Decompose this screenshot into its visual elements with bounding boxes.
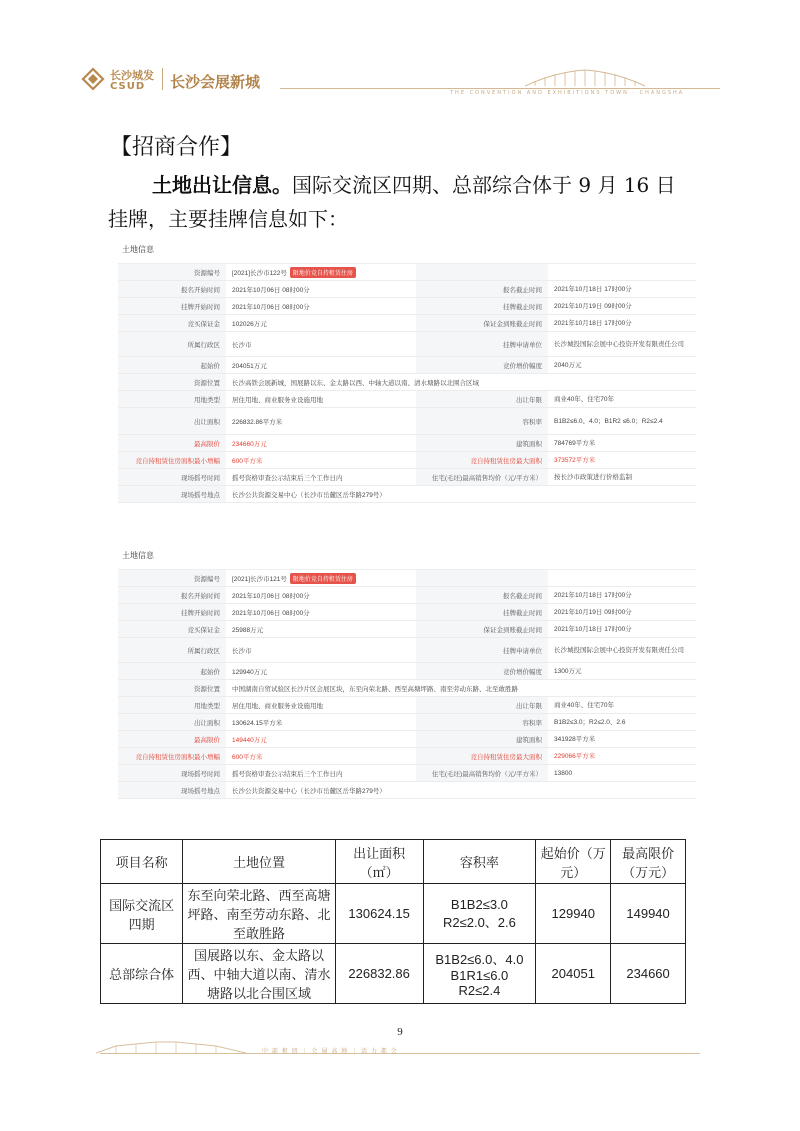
field-label: 现场摇号地点 <box>118 782 226 798</box>
far-cell: B1B2≤3.0 R2≤2.0、2.6 <box>423 884 536 944</box>
field-label <box>416 570 548 586</box>
field-value: 长沙高铁会展新城，国展路以东、金太路以西、中轴大道以南、清水塘路以北围合区域 <box>232 379 479 387</box>
field-label: 竞自持租赁住房面积最小增幅 <box>118 748 226 764</box>
field-value <box>226 573 416 584</box>
area-cell: 130624.15 <box>335 884 423 944</box>
field-value <box>226 439 416 448</box>
land-info-row <box>118 452 696 469</box>
field-value-text: 居住用地、商业服务业设施用地 <box>232 396 323 404</box>
exhibition-hall-illustration-icon <box>525 64 645 88</box>
logo-chinese-text: 长沙城发 <box>110 69 154 82</box>
field-value <box>226 285 416 294</box>
land-info-panel-121 <box>118 549 696 799</box>
field-value: 2040万元 <box>554 361 582 369</box>
field-label: 资源位置 <box>118 374 226 390</box>
field-value-text: 摇号资格审查公示结束后三个工作日内 <box>232 770 343 778</box>
field-value: 中国湖南自贸试验区长沙片区会展区块，东至向荣北路、西至高塘坪路、南至劳动东路、北至敢胜路 <box>232 685 518 693</box>
land-info-row <box>118 748 696 765</box>
header-cell: 项目名称 <box>101 840 183 884</box>
field-label: 竞自持租赁住房最大面积 <box>416 748 548 764</box>
logo-english-text: CSUD <box>110 81 146 92</box>
land-info-row <box>118 731 696 748</box>
field-value <box>226 473 416 482</box>
table-row <box>101 944 686 1004</box>
field-value <box>226 395 416 404</box>
land-info-row <box>118 714 696 731</box>
land-info-row <box>118 621 696 638</box>
panel-title: 土地信息 <box>122 551 154 560</box>
field-value: B1B2≤6.0、4.0；B1R2 ≤6.0；R2≤2.4 <box>554 417 663 425</box>
field-label: 挂牌截止时间 <box>416 298 548 314</box>
land-info-row <box>118 638 696 663</box>
field-value: 341928平方米 <box>554 735 596 743</box>
far-cell: B1B2≤6.0、4.0 B1R1≤6.0 R2≤2.4 <box>423 944 536 1004</box>
land-info-row <box>118 570 696 587</box>
field-label: 挂牌开始时间 <box>118 604 226 620</box>
land-info-row <box>118 680 696 697</box>
field-label: 所属行政区 <box>118 332 226 356</box>
field-value: 长沙公共资源交易中心（长沙市岳麓区岳华路279号） <box>232 787 386 795</box>
field-value-text: 102026万元 <box>232 320 267 328</box>
field-label: 竞自持租赁住房最大面积 <box>416 452 548 468</box>
field-label: 竞买保证金 <box>118 621 226 637</box>
field-value: 商业40年、住宅70年 <box>554 395 614 403</box>
header-cell: 出让面积（㎡） <box>335 840 423 884</box>
field-value-text: [2021]长沙市121号 <box>232 575 287 583</box>
field-label: 挂牌开始时间 <box>118 298 226 314</box>
field-value-text: 居住用地、商业服务业设施用地 <box>232 702 323 710</box>
start-price-cell: 204051 <box>536 944 611 1004</box>
footer-slogan: 中 部 枢 纽 ｜ 会 展 高 地 ｜ 活 力 都 会 <box>262 1048 398 1055</box>
land-info-row <box>118 469 696 486</box>
field-label: 报名截止时间 <box>416 281 548 297</box>
header-cell: 土地位置 <box>183 840 336 884</box>
field-value <box>226 456 416 465</box>
field-value-text: 2021年10月06日 08时00分 <box>232 592 310 600</box>
field-label: 住宅(毛坯)最高销售均价（元/平方米） <box>416 469 548 485</box>
field-label <box>416 264 548 280</box>
land-info-row <box>118 765 696 782</box>
field-value <box>226 625 416 634</box>
field-value: 2021年10月18日 17时00分 <box>554 285 632 293</box>
field-value: 373572平方米 <box>554 456 596 464</box>
page-header <box>80 64 720 100</box>
field-label: 起始价 <box>118 663 226 679</box>
field-label: 报名截止时间 <box>416 587 548 603</box>
land-info-row <box>118 374 696 391</box>
land-info-rows <box>118 569 696 799</box>
project-name-cell: 总部综合体 <box>101 944 183 1004</box>
field-value-text: 2021年10月06日 08时00分 <box>232 286 310 294</box>
field-value <box>226 608 416 617</box>
field-value: 229066平方米 <box>554 752 596 760</box>
logo-divider <box>162 68 163 90</box>
field-label: 最高限价 <box>118 731 226 747</box>
field-label: 现场摇号时间 <box>118 469 226 485</box>
field-value: 1300万元 <box>554 667 582 675</box>
field-label: 报名开始时间 <box>118 587 226 603</box>
field-value: B1B2≤3.0；R2≤2.0、2.6 <box>554 718 626 726</box>
field-value: 2021年10月19日 09时00分 <box>554 608 632 616</box>
header-tagline: THE CONVENTION AND EXHIBITIONS TOWN · CHANGSHA <box>450 90 685 96</box>
field-value: 2021年10月18日 17时00分 <box>554 319 632 327</box>
land-info-row <box>118 332 696 357</box>
header-cell: 容积率 <box>423 840 536 884</box>
field-value-text: 226832.86平方米 <box>232 418 283 426</box>
start-price-cell: 129940 <box>536 884 611 944</box>
field-label: 保证金到账截止时间 <box>416 621 548 637</box>
field-label: 容积率 <box>416 408 548 434</box>
field-label: 起始价 <box>118 357 226 373</box>
area-cell: 226832.86 <box>335 944 423 1004</box>
field-value-text: 长沙市 <box>232 341 252 349</box>
intro-paragraph <box>108 168 692 236</box>
field-label: 竞买保证金 <box>118 315 226 331</box>
land-info-row <box>118 281 696 298</box>
field-label: 竞自持租赁住房面积最小增幅 <box>118 452 226 468</box>
field-label: 竞价增价幅度 <box>416 357 548 373</box>
field-value-text: 204051万元 <box>232 362 267 370</box>
field-value-text: 600平方米 <box>232 753 263 761</box>
field-label: 资源位置 <box>118 680 226 696</box>
restriction-tag: 限地价竞自持租赁住房 <box>290 267 356 278</box>
field-value-text: [2021]长沙市122号 <box>232 269 287 277</box>
paragraph-body: 国际交流区四期、总部综合体于 9 月 16 日挂牌，主要挂牌信息如下： <box>108 173 676 231</box>
land-info-row <box>118 298 696 315</box>
field-label: 挂牌截止时间 <box>416 604 548 620</box>
field-value <box>226 667 416 676</box>
field-label: 出让面积 <box>118 714 226 730</box>
field-value-text: 130624.15平方米 <box>232 719 283 727</box>
field-label: 出让面积 <box>118 408 226 434</box>
table-row <box>101 884 686 944</box>
summary-header-row <box>101 840 686 884</box>
field-label: 用地类型 <box>118 391 226 407</box>
field-value: 2021年10月18日 17时00分 <box>554 625 632 633</box>
field-value-text: 摇号资格审查公示结束后三个工作日内 <box>232 474 343 482</box>
field-value-text: 25988万元 <box>232 626 264 634</box>
land-info-row <box>118 697 696 714</box>
field-value <box>226 718 416 727</box>
field-label: 报名开始时间 <box>118 281 226 297</box>
land-info-row <box>118 486 696 503</box>
land-info-panel-122 <box>118 243 696 503</box>
field-label: 最高限价 <box>118 435 226 451</box>
field-value: 2021年10月18日 17时00分 <box>554 591 632 599</box>
land-info-row <box>118 435 696 452</box>
page-number: 9 <box>397 1026 403 1038</box>
field-label: 现场摇号时间 <box>118 765 226 781</box>
max-price-cell: 149940 <box>611 884 686 944</box>
field-value: 商业40年、住宅70年 <box>554 701 614 709</box>
land-info-row <box>118 264 696 281</box>
field-label: 出让年限 <box>416 697 548 713</box>
field-value: 按长沙市政策进行价格监制 <box>554 473 632 481</box>
field-label: 保证金到账截止时间 <box>416 315 548 331</box>
land-info-row <box>118 587 696 604</box>
land-info-row <box>118 663 696 680</box>
max-price-cell: 234660 <box>611 944 686 1004</box>
location-cell: 东至向荣北路、西至高塘坪路、南至劳动东路、北至敢胜路 <box>183 884 336 944</box>
csud-logo-icon <box>80 66 106 92</box>
field-value <box>226 340 416 349</box>
panel-title: 土地信息 <box>122 245 154 254</box>
field-value-text: 149440万元 <box>232 736 267 744</box>
field-value <box>226 769 416 778</box>
field-label: 住宅(毛坯)最高销售均价（元/平方米） <box>416 765 548 781</box>
field-value <box>226 267 416 278</box>
land-info-row <box>118 391 696 408</box>
field-value-text: 234660万元 <box>232 440 267 448</box>
skyline-illustration-icon <box>96 1034 246 1054</box>
field-label: 建筑面积 <box>416 435 548 451</box>
field-label: 挂牌申请单位 <box>416 332 548 356</box>
field-value: 长沙城投国际会展中心投资开发有限责任公司 <box>554 340 684 348</box>
field-value: 长沙城投国际会展中心投资开发有限责任公司 <box>554 646 684 654</box>
field-value: 13800 <box>554 769 573 777</box>
field-label: 资源编号 <box>118 570 226 586</box>
project-name-cell: 国际交流区四期 <box>101 884 183 944</box>
field-label: 出让年限 <box>416 391 548 407</box>
field-value <box>226 302 416 311</box>
header-rule <box>280 88 720 89</box>
land-info-row <box>118 604 696 621</box>
field-value <box>226 752 416 761</box>
field-value: 784769平方米 <box>554 439 596 447</box>
field-value-text: 2021年10月06日 08时00分 <box>232 303 310 311</box>
footer-rule <box>100 1053 700 1054</box>
land-info-row <box>118 408 696 435</box>
land-info-row <box>118 357 696 374</box>
land-info-rows <box>118 263 696 503</box>
field-label: 挂牌申请单位 <box>416 638 548 662</box>
field-label: 资源编号 <box>118 264 226 280</box>
field-label: 所属行政区 <box>118 638 226 662</box>
header-cell: 最高限价（万元） <box>611 840 686 884</box>
field-value-text: 长沙市 <box>232 647 252 655</box>
field-value-text: 600平方米 <box>232 457 263 465</box>
field-value-text: 129940万元 <box>232 668 267 676</box>
field-value <box>226 361 416 370</box>
field-label: 用地类型 <box>118 697 226 713</box>
field-value <box>226 735 416 744</box>
field-value <box>226 646 416 655</box>
field-label: 容积率 <box>416 714 548 730</box>
field-label: 现场摇号地点 <box>118 486 226 502</box>
land-info-row <box>118 315 696 332</box>
field-value: 长沙公共资源交易中心（长沙市岳麓区岳华路279号） <box>232 491 386 499</box>
field-value <box>226 701 416 710</box>
land-info-row <box>118 782 696 799</box>
header-cell: 起始价（万元） <box>536 840 611 884</box>
summary-table <box>100 839 686 1004</box>
field-label: 竞价增价幅度 <box>416 663 548 679</box>
field-value <box>226 591 416 600</box>
field-label: 建筑面积 <box>416 731 548 747</box>
field-value <box>226 417 416 426</box>
location-cell: 国展路以东、金太路以西、中轴大道以南、清水塘路以北合围区域 <box>183 944 336 1004</box>
field-value-text: 2021年10月06日 08时00分 <box>232 609 310 617</box>
section-title: 【招商合作】 <box>110 135 243 160</box>
paragraph-lead: 土地出让信息。 <box>152 173 292 197</box>
brand-name: 长沙会展新城 <box>170 73 261 91</box>
field-value: 2021年10月19日 09时00分 <box>554 302 632 310</box>
restriction-tag: 限地价竞自持租赁住房 <box>290 573 356 584</box>
field-value <box>226 319 416 328</box>
